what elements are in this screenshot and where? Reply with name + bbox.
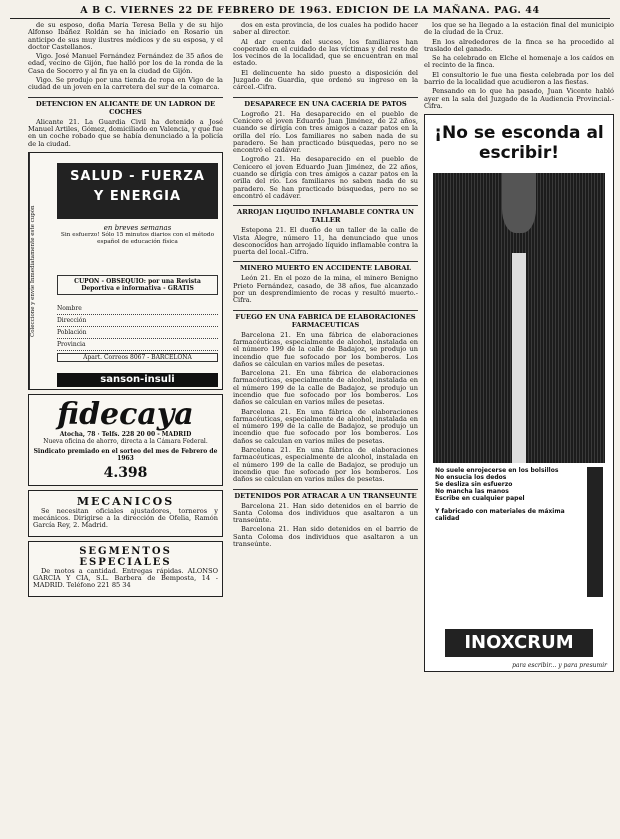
- ad-body-text: Sin esfuerzo! Sólo 15 minutos diarios con el método español de educación física: [60, 231, 215, 245]
- coupon-box: CUPON - OBSEQUIO: por una Revista Deportiva e informativa - GRATIS: [57, 275, 218, 295]
- ad-tagline: para escribir... y para presumir: [512, 662, 607, 670]
- paragraph: El consultorio le fue una fiesta celebrada por los del barrio de la localidad que acudieron a las fiestas.: [424, 70, 614, 87]
- ad-banner: [57, 163, 218, 219]
- article-text: Logroño 21. Ha desaparecido en el pueblo de Cenicero el joven Eduardo Juan Jiménez, de 22 años, cuando se dirigía con tres amigos a cazar patos en la orilla del río. Los familiares no saben nada de su paradero. Se han practicado búsquedas, pero no se encontró el cadáver.: [233, 109, 418, 155]
- article-headline: FUEGO EN UNA FABRICA DE ELABORACIONES FARMACEUTICAS: [233, 310, 418, 329]
- banner-line: SALUD - FUERZA: [70, 168, 205, 184]
- paragraph: En los alrededores de la finca se ha procedido al traslado del ganado.: [424, 37, 614, 53]
- paragraph: Vigo. Se produjo por una tienda de ropa en Vigo de la ciudad de un joven en la carretera del sur de la comarca.: [28, 76, 223, 92]
- article-headline: DESAPARECE EN UNA CACERIA DE PATOS: [233, 97, 418, 108]
- brand-logo: sanson-insuli: [57, 373, 218, 387]
- article-headline: DETENCION EN ALICANTE DE UN LADRON DE COCHES: [28, 97, 223, 116]
- pen-icon: [587, 467, 603, 597]
- article-text: Alicante 21. La Guardia Civil ha detenido a José Manuel Artiles, Gómez, domiciliado en Valencia, y que fue en un coche robado que se había denunciado a la policía de la ciudad.: [28, 117, 223, 148]
- ad-text: Nueva oficina de ahorro, directa a la Cámara Federal.: [43, 437, 208, 445]
- column-1: [28, 22, 223, 834]
- column-3: [424, 22, 614, 834]
- paragraph: Se ha celebrado en Elche el homenaje a los caídos en el recinto de la finca.: [424, 54, 614, 70]
- list-item: No ensucia los dedos: [435, 474, 507, 482]
- article-text: Estepona 21. El dueño de un taller de la calle de Vista Alegre, número 11, ha denunciado que unos desconocidos han arrojado líquido inflamable contra la puerta del local.-Cifra.: [233, 226, 418, 257]
- article-text: Logroño 21. Ha desaparecido en el pueblo de Cenicero el joven Eduardo Juan Jiménez, de 22 años, cuando se dirigía con tres amigos a cazar patos en la orilla del río. Los familiares no saben nada de su paradero. Se han practicado búsquedas, pero no se encontró el cadáver.: [233, 155, 418, 200]
- ad-subtitle: en breves semanas: [103, 223, 172, 232]
- ad-title: SEGMENTOS ESPECIALES: [79, 545, 172, 568]
- page-header: A B C. VIERNES 22 DE FEBRERO DE 1963. EDICION DE LA MAÑANA. PAG. 44: [10, 4, 610, 19]
- paragraph: los que se ha llegado a la estación final del municipio de la ciudad de la Cruz.: [424, 22, 614, 37]
- coupon-field[interactable]: Nombre: [57, 303, 218, 315]
- ad-fidecaya: [28, 394, 223, 486]
- paragraph: El delincuente ha sido puesto a disposición del Juzgado de Guardia, que ordenó su ingreso en la cárcel.-Cifra.: [233, 68, 418, 92]
- article-headline: DETENIDOS POR ATRACAR A UN TRANSEUNTE: [233, 489, 418, 500]
- brand-logo: INOXCRUM: [445, 629, 593, 657]
- ad-text: Sindicato premiado en el sorteo del mes de Febrero de 1963: [33, 447, 218, 462]
- ad-address: Atocha, 78 · Telfs. 228 20 00 - MADRID: [59, 430, 192, 438]
- article-text: Barcelona 21. Han sido detenidos en el barrio de Santa Coloma dos individuos que asaltaron a un transeúnte.: [233, 525, 418, 549]
- ad-features-list: [435, 467, 573, 522]
- winning-number: 4.398: [103, 464, 148, 481]
- face-shape: [502, 173, 536, 233]
- paragraph: dos en esta provincia, de los cuales ha podido hacer saber al director.: [233, 22, 418, 37]
- article-text: Barcelona 21. En una fábrica de elaboraciones farmacéuticas, especialmente de alcohol, instalada en el número 199 de la calle de Badajoz, se produjo un incendio que fue sofocado por los bomberos. Los daños se calculan en varios miles de pesetas.: [233, 407, 418, 445]
- article-text: Barcelona 21. En una fábrica de elaboraciones farmacéuticas, especialmente de alcohol, instalada en el número 199 de la calle de Badajoz, se produjo un incendio que fue sofocado por los bomberos. Los daños se calculan en varios miles de pesetas.: [233, 330, 418, 368]
- ad-text: Se necesitan oficiales ajustadores, torneros y mecánicos. Dirigirse a la dirección de Ofelia, Ramón García Rey, 2. Madrid.: [33, 506, 218, 530]
- article-text: Barcelona 21. Han sido detenidos en el barrio de Santa Coloma dos individuos que asaltaron a un transeúnte.: [233, 501, 418, 525]
- article-text: León 21. En el pozo de la mina, el minero Benigno Prieto Fernández, casado, de 38 años, fue alcanzado por un desprendimiento de rocas y resultó muerto.-Cifra.: [233, 274, 418, 305]
- coupon-sidebar-text: Coleccione y envíe Inmediatamente este cupón: [29, 153, 54, 389]
- coupon-field[interactable]: Dirección: [57, 315, 218, 327]
- coupon-fields: [57, 303, 218, 351]
- apartado-address: Apart. Correos 8067 - BARCELONA: [57, 353, 218, 362]
- list-item: Escribe en cualquier papel: [435, 495, 525, 503]
- column-2: [233, 22, 418, 834]
- ad-inoxcrum: [424, 114, 614, 672]
- tie-shape: [512, 253, 526, 463]
- ad-segmentos: [28, 541, 223, 597]
- paragraph: Pensando en lo que ha pasado, Juan Vicente habló ayer en la sala del Juzgado de la Audiencia Provincial.-Cifra.: [424, 87, 614, 110]
- list-item: No suele enrojecerse en los bolsillos: [435, 467, 559, 475]
- ad-title: MECANICOS: [76, 494, 175, 508]
- ad-body: [57, 225, 218, 246]
- ad-mecanicos: [28, 490, 223, 537]
- article-text: Barcelona 21. En una fábrica de elaboraciones farmacéuticas, especialmente de alcohol, instalada en el número 199 de la calle de Badajoz, se produjo un incendio que fue sofocado por los bomberos. Los daños se calculan en varios miles de pesetas.: [233, 446, 418, 484]
- banner-line: Y ENERGIA: [93, 188, 182, 204]
- article-headline: MINERO MUERTO EN ACCIDENTE LABORAL: [233, 261, 418, 272]
- list-item: Y fabricado con materiales de máxima calidad: [435, 508, 565, 523]
- ad-text: De motos a cantidad. Entregas rápidas. ALONSO GARCIA Y CIA, S.L. Barbera de Bemposta, 14 - MADRID. Teléfono 221 85 34: [33, 566, 218, 590]
- coupon-field[interactable]: Provincia: [57, 339, 218, 351]
- article-headline: ARROJAN LIQUIDO INFLAMABLE CONTRA UN TALLER: [233, 205, 418, 224]
- ad-salud-fuerza: [28, 152, 223, 390]
- coupon-field[interactable]: Población: [57, 327, 218, 339]
- list-item: No mancha las manos: [435, 488, 509, 496]
- article-text: Barcelona 21. En una fábrica de elaboraciones farmacéuticas, especialmente de alcohol, instalada en el número 199 de la calle de Badajoz, se produjo un incendio que fue sofocado por los bomberos. Los daños se calculan en varios miles de pesetas.: [233, 369, 418, 407]
- paragraph: de su esposo, doña María Teresa Bella y de su hijo Alfonso Ibáñez Roldán se ha iniciado en Rosario un anticipo de sus muy ilustres médicos y de su esposa, y el doctor Castellanos.: [28, 22, 223, 51]
- man-photo: [433, 173, 605, 463]
- paragraph: Al dar cuenta del suceso, los familiares han cooperado en el cuidado de las víctimas y del resto de los vecinos de la localidad, que se encuentran en mal estado.: [233, 37, 418, 68]
- paragraph: Vigo. José Manuel Fernández Fernández de 35 años de edad, vecino de Gijón, fue halló por los de la ronda de la Casa de Socorro y al fin ya en la ciudad de Gijón.: [28, 52, 223, 75]
- list-item: Se desliza sin esfuerzo: [435, 481, 513, 489]
- fidecaya-logo: fidecaya: [57, 396, 194, 432]
- ad-title: ¡No se esconda al escribir!: [434, 123, 604, 164]
